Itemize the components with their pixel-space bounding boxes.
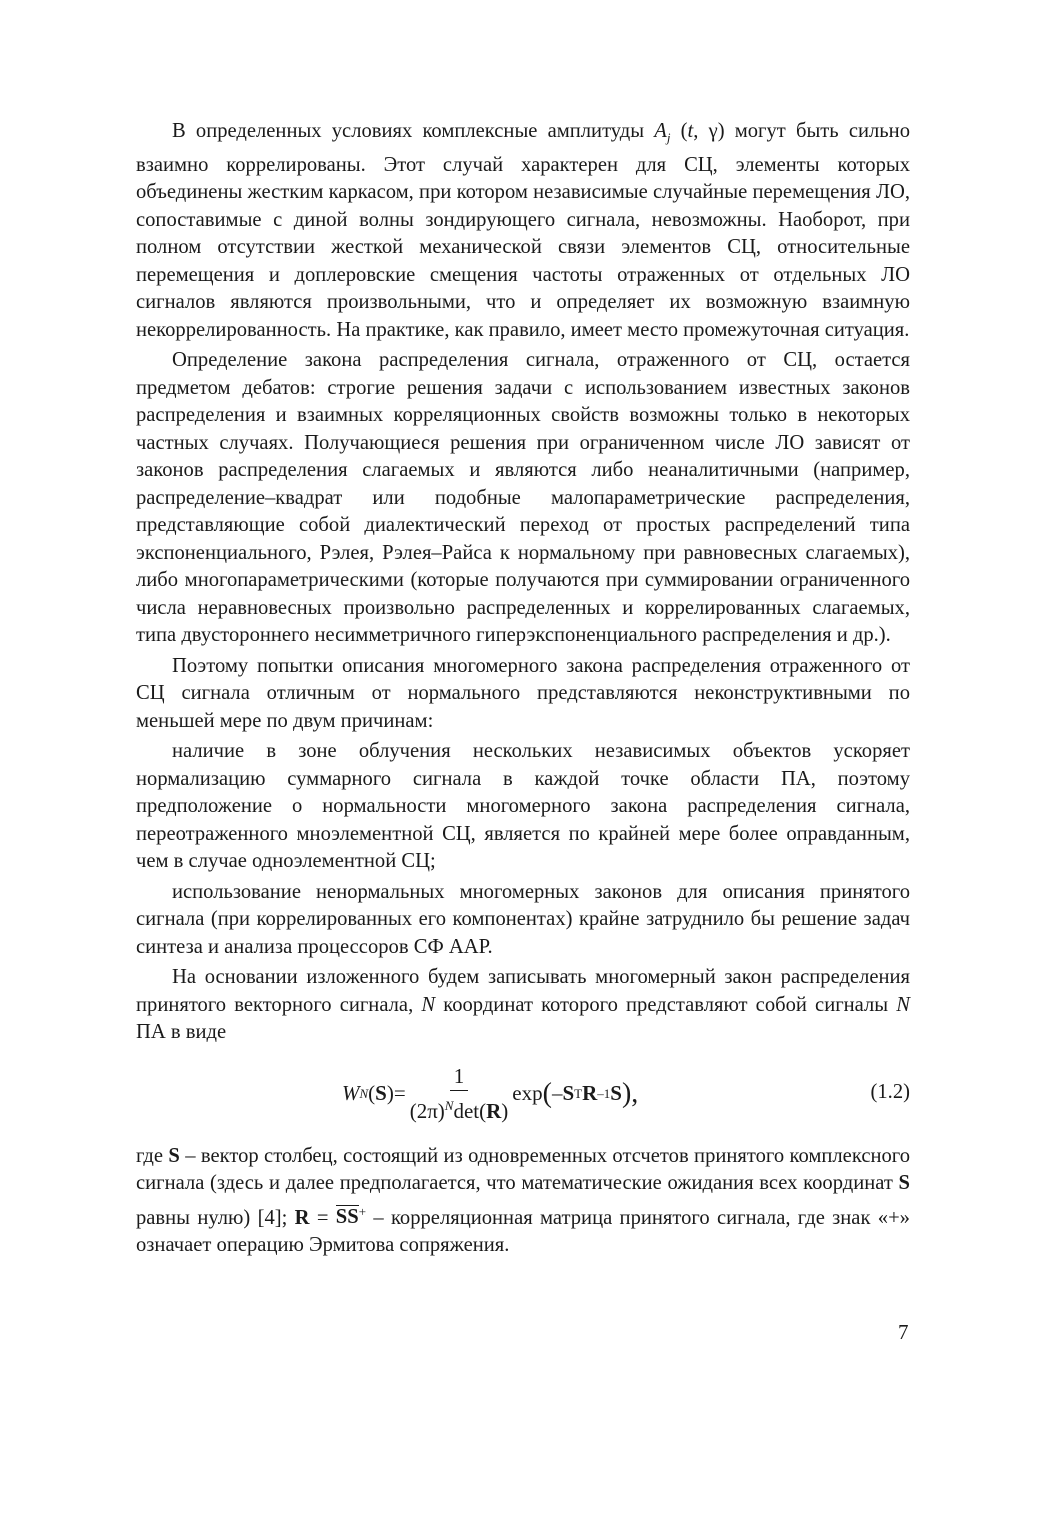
formula-lhs: W <box>342 1080 360 1105</box>
formula-fraction <box>410 1064 509 1124</box>
formula: W N ( S ) = $\frac{1}{(2\pi)^N\det(R)}$ exp ( – S T R –1 S ), <box>342 1063 639 1123</box>
paragraph-6: На основании изложенного будем записывать многомерный закон распределения принятого векторного сигнала, N координат которого представляют собой сигналы N ПА в виде <box>136 966 910 1044</box>
fraction-numerator: 1 <box>450 1064 469 1091</box>
formula-row <box>136 1061 910 1127</box>
paragraph-after-formula: где S – вектор столбец, состоящий из одновременных отсчетов принятого комплексного сигнала (здесь и далее предполагается, что математические ожидания всех координат S равны нулю) [4]; R = SS+ – корреляционная матрица принятого сигнала, где знак «+» означает операцию Эрмитова сопряжения. <box>136 1144 911 1256</box>
paragraph-2: Определение закона распределения сигнала, отраженного от СЦ, остается предметом дебатов: строгие решения задачи с использованием известных законов распределения и взаимных корреляционных свойств возможны только в некоторых частных случаях. Получающиеся решения при ограниченном числе ЛО зависят от законов распределения слагаемых и являются либо неаналитичными (например, распределение–квадрат или подобные малопараметрические распределения, представляющие собой диалектический переход от простых распределений типа экспоненциального, Рэлея, Рэлея–Райса к нормальному при равновесных слагаемых), либо многопараметрическими (которые получаются при суммировании ограниченного числа неравновесных произвольно распределенных и коррелированных слагаемых, типа двустороннего несимметричного гиперэкспоненциального распределения и др.). <box>136 349 910 647</box>
fraction-denominator: $(2\pi)^N\det(R)$ <box>409 1097 509 1123</box>
page-number: 7 <box>898 1320 909 1344</box>
paragraph-1: В определенных условиях комплексные амплитуды $A_j$ (t, γ) могут быть сильно взаимно коррелированы. Этот случай характерен для СЦ, элементы которых объединены жестким каркасом, при котором независимые случайные перемещения ЛО, сопоставимые с диной волны зондирующего сигнала, невозможны. Наоборот, при полном отсутствии жесткой механической связи элементов СЦ, относительные перемещения и доплеровские смещения частоты отраженных от отдельных ЛО сигналов являются произвольными, что и определяет их возможную взаимную некоррелированность. На практике, как правило, имеет место промежуточная ситуация. <box>136 120 910 341</box>
paragraph-3: Поэтому попытки описания многомерного закона распределения отраженного от СЦ сигнала отличным от нормального представляются неконструктивными по меньшей мере по двум причинам: <box>136 654 910 732</box>
equation-number: (1.2) <box>870 1080 910 1103</box>
exp-function: exp <box>512 1080 543 1105</box>
page-content <box>136 118 910 1262</box>
paragraph-5: использование ненормальных многомерных законов для описания принятого сигнала (при коррелированных его компонентах) крайне затруднило бы решение задач синтеза и анализа процессоров СФ ААР. <box>136 880 910 958</box>
paragraph-4: наличие в зоне облучения нескольких независимых объектов ускоряет нормализацию суммарного сигнала в каждой точке области ПА, поэтому предположение о нормальности многомерного закона распределения сигнала, переотраженного мноэлементной СЦ, является по крайней мере более оправданным, чем в случае одноэлементной СЦ; <box>136 740 910 873</box>
